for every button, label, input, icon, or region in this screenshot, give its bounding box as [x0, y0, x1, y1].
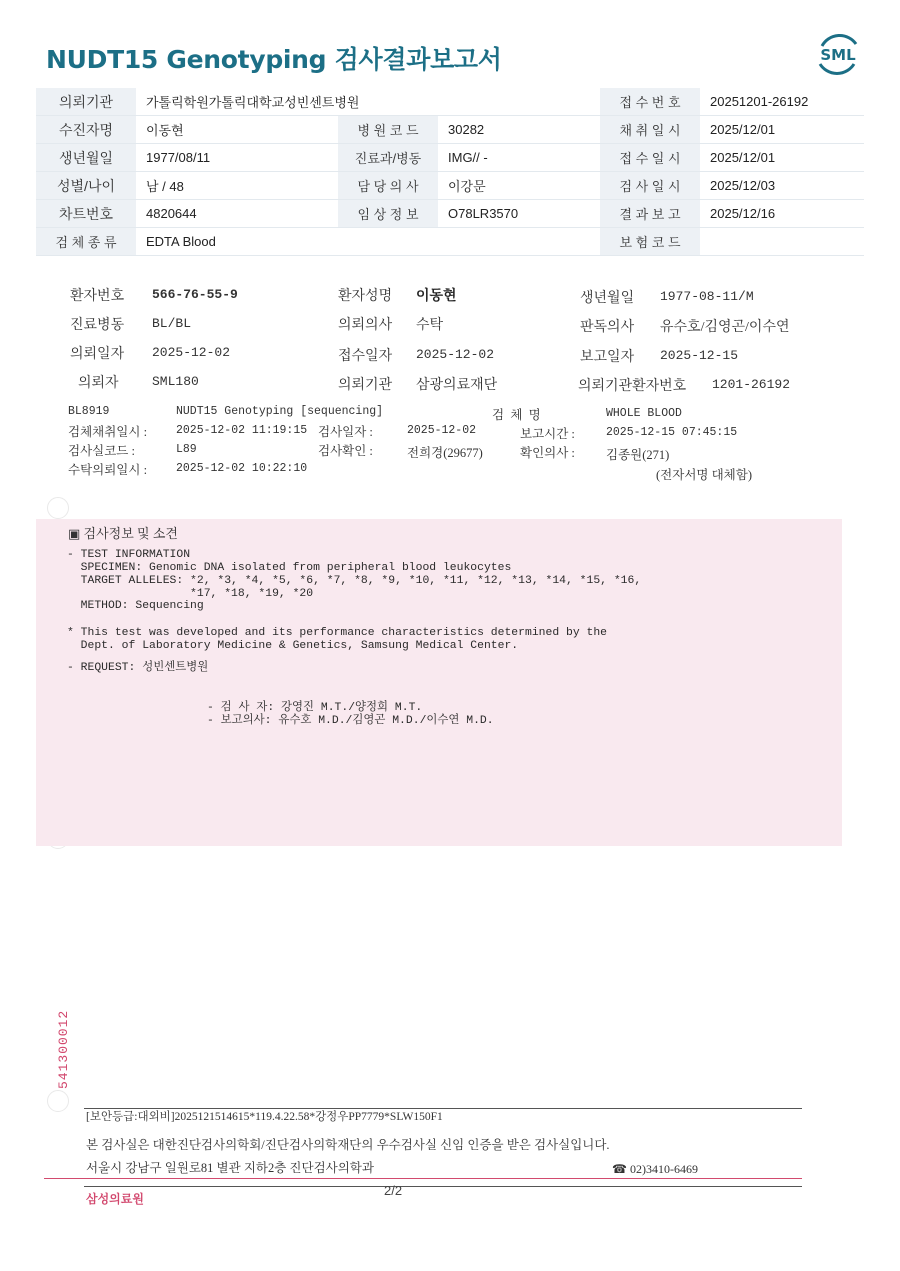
- rec-date-label: 접수일자: [338, 349, 393, 364]
- receipt-no-value: 20251201-26192: [700, 88, 864, 116]
- findings-line: *17, *18, *19, *20: [67, 588, 314, 600]
- lab-code-value: L89: [176, 443, 197, 456]
- esign-note: (전자서명 대체함): [656, 468, 752, 482]
- page-number: 2/2: [384, 1183, 403, 1198]
- findings-line: Dept. of Laboratory Medicine & Genetics, Samsung Medical Center.: [67, 640, 519, 652]
- security-line: [보안등급:대외비]2025121514615*119.4.22.58*강정우PP7779*SLW150F1: [86, 1111, 443, 1123]
- dob-value: 1977/08/11: [136, 144, 338, 172]
- hospital-code-label: 병 원 코 드: [338, 116, 438, 144]
- consign-value: 2025-12-02 10:22:10: [176, 462, 308, 475]
- patient-value: 이동현: [136, 116, 338, 144]
- phone-line: ☎ 02)3410-6469: [612, 1162, 698, 1176]
- report-time-value: 2025-12-15 07:45:15: [606, 426, 738, 439]
- chart-value: 4820644: [136, 200, 338, 228]
- consign-label: 수탁의뢰일시 :: [68, 463, 148, 477]
- collect-date-value: 2025/12/01: [700, 116, 864, 144]
- collect-time-label: 검체채취일시 :: [68, 425, 148, 439]
- req-org-value: 삼광의료재단: [416, 378, 498, 393]
- req-doc-value: 수탁: [416, 318, 444, 333]
- sml-logo: [814, 30, 862, 78]
- findings-line: - REQUEST: 성빈센트병원: [67, 662, 209, 674]
- insurance-label: 보 험 코 드: [600, 228, 700, 256]
- info-row: [36, 144, 864, 172]
- result-date-label: 결 과 보 고: [600, 200, 700, 228]
- specimen-name-label: 검 체 명: [492, 408, 541, 422]
- side-serial-number: [40, 985, 100, 1095]
- result-date-value: 2025/12/16: [700, 200, 864, 228]
- patient-info-table: [36, 88, 864, 256]
- findings-line: METHOD: Sequencing: [67, 600, 204, 612]
- dob-label: 생년월일: [36, 144, 136, 172]
- sex-age-label: 성별/나이: [36, 172, 136, 200]
- specimen-value: EDTA Blood: [136, 228, 600, 256]
- report-time-label: 보고시간 :: [520, 427, 575, 441]
- rep-date-label: 보고일자: [580, 350, 635, 365]
- pt-no-label: 환자번호: [70, 289, 125, 304]
- specimen-name-value: WHOLE BLOOD: [606, 407, 682, 420]
- req-date-label: 의뢰일자: [70, 347, 125, 362]
- collect-time-value: 2025-12-02 11:19:15: [176, 424, 308, 437]
- reader-value: 유수호/김영곤/이수연: [660, 320, 790, 335]
- org-pt-value: 1201-26192: [712, 377, 791, 392]
- dob2-label: 생년월일: [580, 291, 635, 306]
- hospital-code-value: 30282: [438, 116, 600, 144]
- receipt-date-label: 접 수 일 시: [600, 144, 700, 172]
- test-day-value: 2025-12-02: [407, 424, 477, 437]
- org-pt-label: 의뢰기관환자번호: [578, 379, 687, 394]
- test-date-value: 2025/12/03: [700, 172, 864, 200]
- lab-code-label: 검사실코드 :: [68, 444, 135, 458]
- pt-no-value: 566-76-55-9: [152, 287, 238, 302]
- clinical-value: O78LR3570: [438, 200, 600, 228]
- test-day-label: 검사일자 :: [318, 425, 373, 439]
- chart-label: 차트번호: [36, 200, 136, 228]
- ward-value: BL/BL: [152, 316, 192, 331]
- hospital-value: 가톨릭학원가톨릭대학교성빈센트병원: [136, 88, 600, 116]
- rep-date-value: 2025-12-15: [660, 348, 739, 363]
- receipt-no-label: 접 수 번 호: [600, 88, 700, 116]
- findings-line: - 보고의사: 유수호 M.D./김영곤 M.D./이수연 M.D.: [207, 715, 494, 727]
- reader-label: 판독의사: [580, 320, 635, 335]
- verify-value: 김종원(271): [606, 448, 670, 462]
- clinical-label: 임 상 정 보: [338, 200, 438, 228]
- doctor-value: 이강문: [438, 172, 600, 200]
- pt-name-label: 환자성명: [338, 289, 393, 304]
- sex-age-value: 남 / 48: [136, 172, 338, 200]
- footer-bottom-rule: [84, 1186, 802, 1187]
- findings-line: - 검 사 자: 강영진 M.T./양정희 M.T.: [207, 702, 423, 714]
- info-row: [36, 172, 864, 200]
- ward-label: 진료병동: [70, 318, 125, 333]
- info-row: [36, 200, 864, 228]
- info-row: [36, 228, 864, 256]
- insurance-value: [700, 228, 864, 256]
- logo-text: SML: [820, 46, 856, 64]
- confirm-label: 검사확인 :: [318, 444, 373, 458]
- footer-pink-rule: [44, 1178, 802, 1179]
- brand-logo: 삼성의료원: [86, 1192, 144, 1206]
- receipt-date-value: 2025/12/01: [700, 144, 864, 172]
- test-date-label: 검 사 일 시: [600, 172, 700, 200]
- hospital-label: 의뢰기관: [36, 88, 136, 116]
- punch-hole: [47, 497, 69, 519]
- patient-label: 수진자명: [36, 116, 136, 144]
- findings-line: SPECIMEN: Genomic DNA isolated from peripheral blood leukocytes: [67, 562, 512, 574]
- test-code: BL8919: [68, 405, 110, 418]
- verify-label: 확인의사 :: [520, 446, 575, 460]
- findings-line: * This test was developed and its performance characteristics determined by the: [67, 627, 608, 639]
- findings-line: TARGET ALLELES: *2, *3, *4, *5, *6, *7, *8, *9, *10, *11, *12, *13, *14, *15, *16,: [67, 575, 642, 587]
- rec-date-value: 2025-12-02: [416, 347, 495, 362]
- findings-heading: ▣ 검사정보 및 소견: [68, 526, 178, 541]
- dept-label: 진료과/병동: [338, 144, 438, 172]
- req-date-value: 2025-12-02: [152, 345, 231, 360]
- page-title: NUDT15 Genotyping 검사결과보고서: [46, 45, 502, 74]
- confirm-value: 전희경(29677): [407, 446, 483, 460]
- doctor-label: 담 당 의 사: [338, 172, 438, 200]
- specimen-label: 검 체 종 류: [36, 228, 136, 256]
- findings-line: - TEST INFORMATION: [67, 549, 191, 561]
- cert-line: 본 검사실은 대한진단검사의학회/진단검사의학재단의 우수검사실 신임 인증을 받은 검사실입니다.: [86, 1138, 610, 1152]
- info-row: [36, 116, 864, 144]
- requester-value: SML180: [152, 374, 199, 389]
- req-org-label: 의뢰기관: [338, 378, 393, 393]
- req-doc-label: 의뢰의사: [338, 318, 393, 333]
- dob2-value: 1977-08-11/M: [660, 289, 754, 304]
- info-row: [36, 88, 864, 116]
- svg-text:541300012: 541300012: [56, 1009, 71, 1089]
- pt-name-value: 이동현: [416, 289, 457, 304]
- address-line: 서울시 강남구 일원로81 별관 지하2층 진단검사의학과: [86, 1161, 374, 1175]
- dept-value: IMG// -: [438, 144, 600, 172]
- collect-date-label: 채 취 일 시: [600, 116, 700, 144]
- requester-label: 의뢰자: [78, 376, 119, 391]
- test-name: NUDT15 Genotyping [sequencing]: [176, 405, 384, 418]
